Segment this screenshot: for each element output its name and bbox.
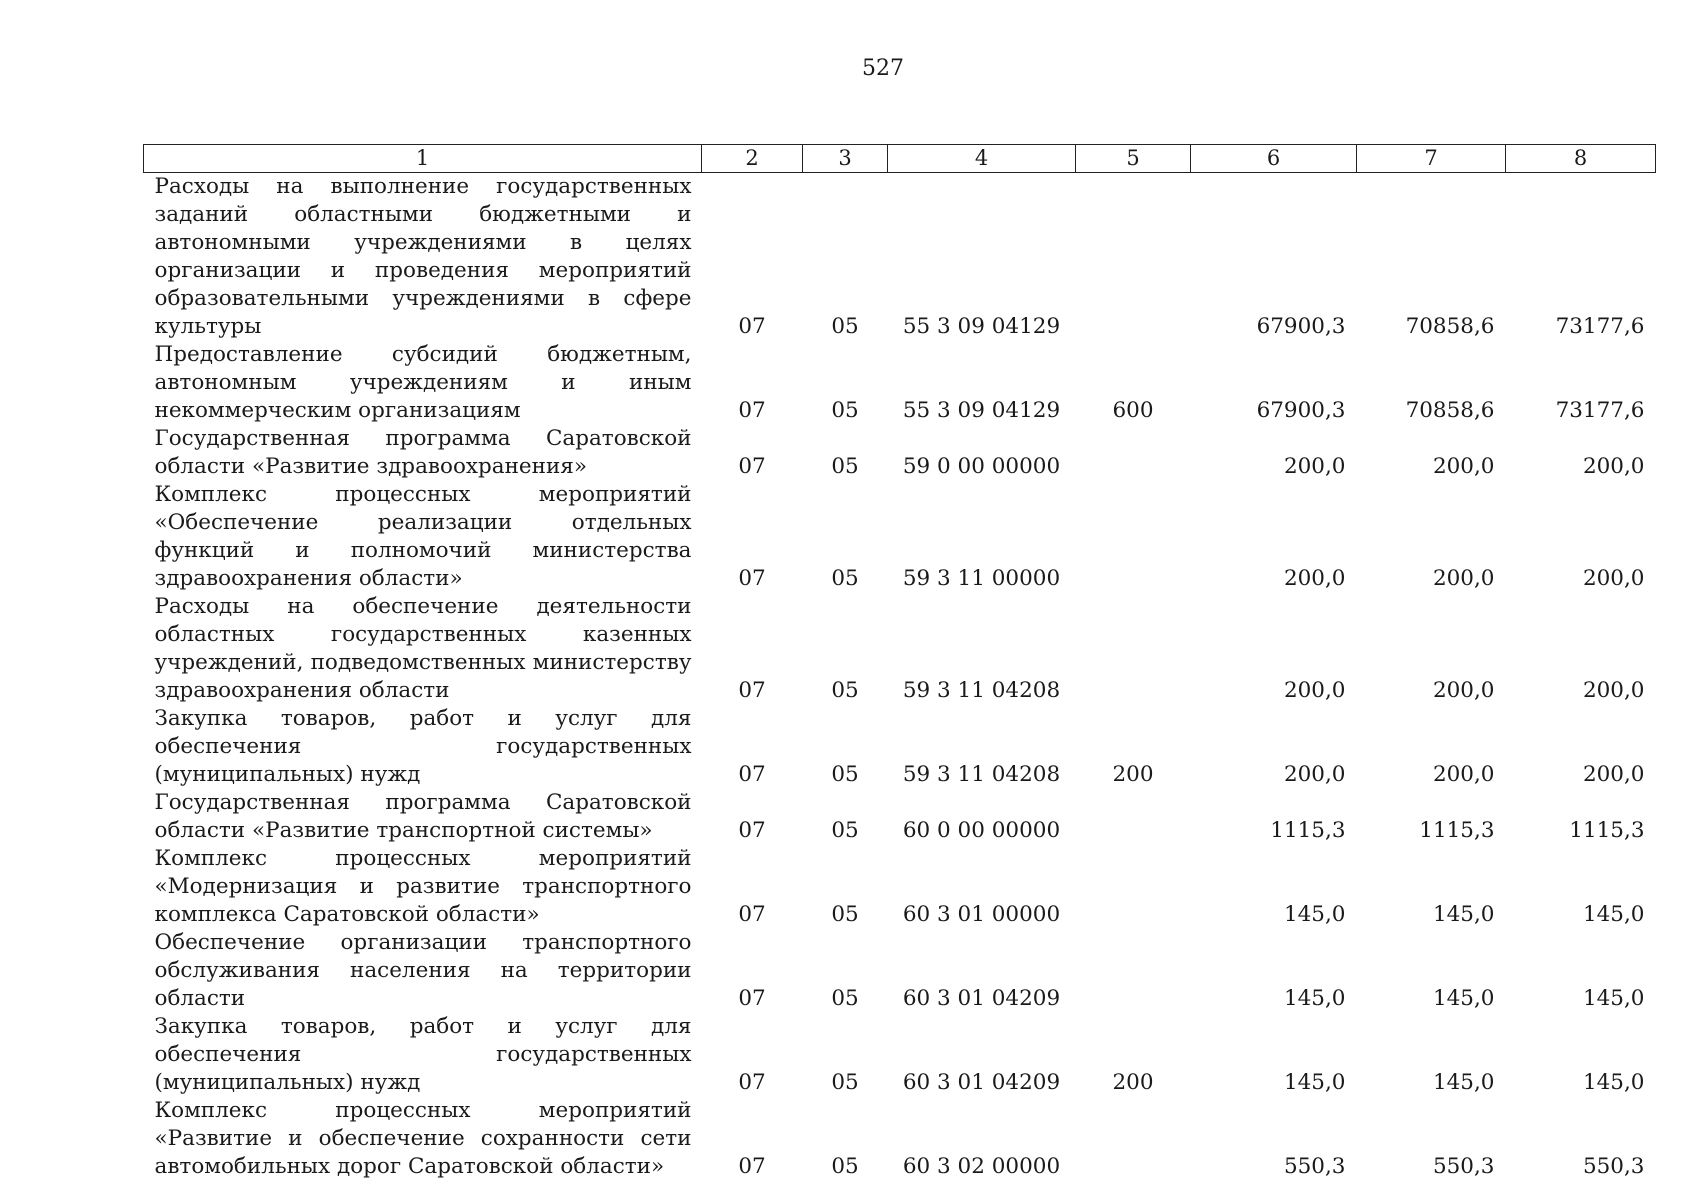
amount-col-7: 145,0 (1432, 986, 1495, 1011)
amount-col-6: 200,0 (1283, 454, 1346, 479)
subsection-code: 05 (831, 454, 859, 479)
amount-col-6: 67900,3 (1256, 398, 1346, 423)
row-name: Комплекс процессных мероприятий «Обеспечение реализации отдельных функций и полномочий министерства здравоохранения области» (154, 482, 692, 591)
amount-col-8: 1115,3 (1569, 818, 1645, 843)
subsection-code: 05 (831, 986, 859, 1011)
section-code: 07 (738, 986, 766, 1011)
amount-col-7: 145,0 (1432, 1070, 1495, 1095)
table-row (144, 1013, 1656, 1097)
section-code: 07 (738, 454, 766, 479)
amount-col-6: 200,0 (1283, 566, 1346, 591)
subsection-code: 05 (831, 678, 859, 703)
row-name: Государственная программа Саратовской области «Развитие здравоохранения» (154, 426, 692, 479)
column-header-1: 1 (144, 145, 702, 173)
target-article-code: 60 3 01 04209 (902, 986, 1061, 1011)
row-name: Обеспечение организации транспортного обслуживания населения на территории области (154, 930, 692, 1011)
table-row (144, 789, 1656, 845)
table-row (144, 1097, 1656, 1181)
subsection-code: 05 (831, 1070, 859, 1095)
expense-type-code (1076, 425, 1191, 481)
amount-col-7: 200,0 (1432, 566, 1495, 591)
page-number: 527 (862, 56, 904, 81)
amount-col-8: 550,3 (1582, 1154, 1645, 1179)
amount-col-6: 145,0 (1283, 986, 1346, 1011)
subsection-code: 05 (831, 1154, 859, 1179)
amount-col-8: 73177,6 (1555, 314, 1645, 339)
amount-col-6: 200,0 (1283, 678, 1346, 703)
amount-col-7: 200,0 (1432, 678, 1495, 703)
amount-col-8: 73177,6 (1555, 398, 1645, 423)
table-body (144, 173, 1656, 1182)
table-row (144, 929, 1656, 1013)
subsection-code: 05 (831, 818, 859, 843)
target-article-code: 60 0 00 00000 (902, 818, 1061, 843)
amount-col-8: 145,0 (1582, 986, 1645, 1011)
amount-col-8: 200,0 (1582, 566, 1645, 591)
row-name: Расходы на выполнение государственных заданий областными бюджетными и автономными учреждениями в целях организации и проведения мероприятий образовательными учреждениями в сфере культуры (154, 174, 692, 339)
section-code: 07 (738, 902, 766, 927)
section-code: 07 (738, 818, 766, 843)
section-code: 07 (738, 762, 766, 787)
amount-col-6: 550,3 (1283, 1154, 1346, 1179)
amount-col-7: 200,0 (1432, 454, 1495, 479)
column-header-4: 4 (888, 145, 1076, 173)
expense-type-code (1076, 593, 1191, 705)
target-article-code: 55 3 09 04129 (902, 314, 1061, 339)
section-code: 07 (738, 678, 766, 703)
row-name: Предоставление субсидий бюджетным, автономным учреждениям и иным некоммерческим организациям (154, 342, 692, 423)
amount-col-8: 200,0 (1582, 678, 1645, 703)
section-code: 07 (738, 1070, 766, 1095)
expense-type-code (1076, 929, 1191, 1013)
subsection-code: 05 (831, 566, 859, 591)
row-name: Закупка товаров, работ и услуг для обеспечения государственных (муниципальных) нужд (154, 1014, 692, 1095)
table-header (144, 145, 1656, 173)
amount-col-8: 145,0 (1582, 902, 1645, 927)
target-article-code: 60 3 01 04209 (902, 1070, 1061, 1095)
amount-col-8: 200,0 (1582, 762, 1645, 787)
column-header-7: 7 (1357, 145, 1506, 173)
amount-col-8: 145,0 (1582, 1070, 1645, 1095)
expense-type-code: 200 (1112, 1070, 1154, 1095)
table-row (144, 425, 1656, 481)
section-code: 07 (738, 1154, 766, 1179)
expense-type-code (1076, 1097, 1191, 1181)
section-code: 07 (738, 398, 766, 423)
column-header-3: 3 (803, 145, 888, 173)
row-name: Закупка товаров, работ и услуг для обеспечения государственных (муниципальных) нужд (154, 706, 692, 787)
expense-type-code (1076, 845, 1191, 929)
row-name: Комплекс процессных мероприятий «Развитие и обеспечение сохранности сети автомобильных дорог Саратовской области» (154, 1098, 692, 1179)
section-code: 07 (738, 566, 766, 591)
expense-type-code (1076, 173, 1191, 342)
target-article-code: 55 3 09 04129 (902, 398, 1061, 423)
target-article-code: 60 3 01 00000 (902, 902, 1061, 927)
row-name: Государственная программа Саратовской области «Развитие транспортной системы» (154, 790, 692, 843)
amount-col-7: 145,0 (1432, 902, 1495, 927)
table-row (144, 705, 1656, 789)
row-name: Комплекс процессных мероприятий «Модернизация и развитие транспортного комплекса Саратовской области» (154, 846, 692, 927)
amount-col-7: 200,0 (1432, 762, 1495, 787)
row-name: Расходы на обеспечение деятельности областных государственных казенных учреждений, подведомственных министерству здравоохранения области (154, 594, 692, 703)
amount-col-6: 145,0 (1283, 1070, 1346, 1095)
expense-type-code (1076, 789, 1191, 845)
target-article-code: 59 3 11 00000 (902, 566, 1061, 591)
table-row (144, 341, 1656, 425)
amount-col-6: 145,0 (1283, 902, 1346, 927)
subsection-code: 05 (831, 762, 859, 787)
amount-col-6: 200,0 (1283, 762, 1346, 787)
amount-col-6: 67900,3 (1256, 314, 1346, 339)
column-header-8: 8 (1506, 145, 1656, 173)
target-article-code: 60 3 02 00000 (902, 1154, 1061, 1179)
subsection-code: 05 (831, 902, 859, 927)
target-article-code: 59 3 11 04208 (902, 762, 1061, 787)
subsection-code: 05 (831, 398, 859, 423)
budget-table (143, 144, 1656, 1181)
table-row (144, 593, 1656, 705)
subsection-code: 05 (831, 314, 859, 339)
target-article-code: 59 3 11 04208 (902, 678, 1061, 703)
amount-col-6: 1115,3 (1270, 818, 1346, 843)
column-header-5: 5 (1076, 145, 1191, 173)
expense-type-code (1076, 481, 1191, 593)
expense-type-code: 200 (1112, 762, 1154, 787)
table-row (144, 173, 1656, 342)
amount-col-7: 550,3 (1432, 1154, 1495, 1179)
column-header-2: 2 (702, 145, 803, 173)
expense-type-code: 600 (1112, 398, 1154, 423)
amount-col-8: 200,0 (1582, 454, 1645, 479)
table-row (144, 845, 1656, 929)
target-article-code: 59 0 00 00000 (902, 454, 1061, 479)
amount-col-7: 1115,3 (1419, 818, 1495, 843)
table-row (144, 481, 1656, 593)
section-code: 07 (738, 314, 766, 339)
amount-col-7: 70858,6 (1405, 314, 1495, 339)
column-header-6: 6 (1191, 145, 1357, 173)
amount-col-7: 70858,6 (1405, 398, 1495, 423)
